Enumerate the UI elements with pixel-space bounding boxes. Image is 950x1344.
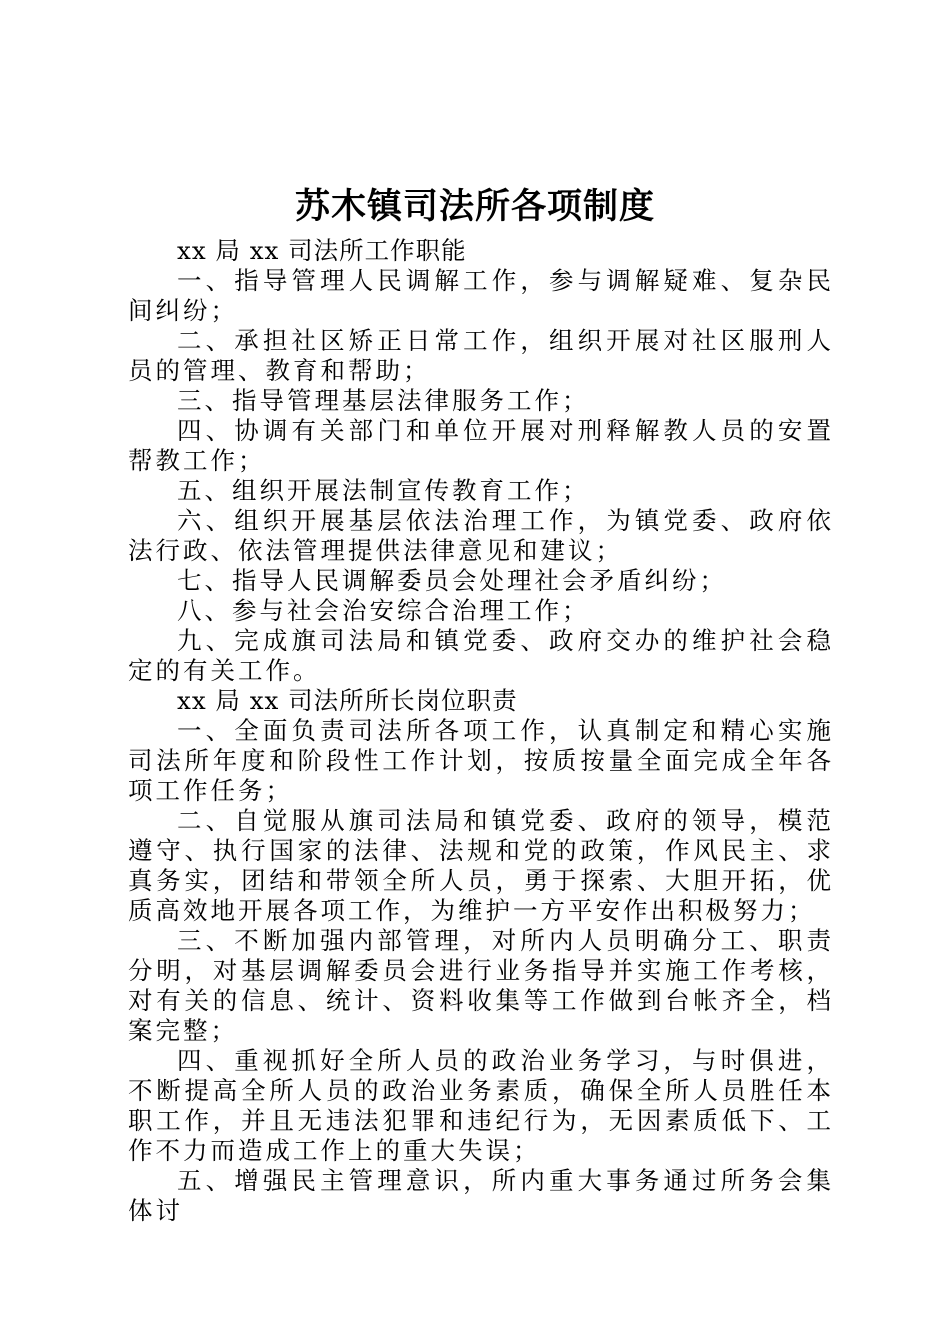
duty-item-7: 七、指导人民调解委员会处理社会矛盾纠纷； [177,566,727,595]
duty-item-3: 三、指导管理基层法律服务工作； [177,386,590,415]
section-heading-duties: xx 局 xx 司法所工作职能 [177,236,467,265]
director-item-3: 三、不断加强内部管理，对所内人员明确分工、职责分明，对基层调解委员会进行业务指导并实施工作考核，对有关的信息、统计、资料收集等工作做到台帐齐全，档案完整； [128,926,834,1045]
document-title: 苏木镇司法所各项制度 [294,186,655,227]
section-heading-director: xx 局 xx 司法所所长岗位职责 [177,686,518,715]
director-item-4: 四、重视抓好全所人员的政治业务学习，与时俱进，不断提高全所人员的政治业务素质，确保全所人员胜任本职工作，并且无违法犯罪和违纪行为，无因素质低下、工作不力而造成工作上的重大失误； [128,1046,834,1165]
duty-item-2: 二、承担社区矫正日常工作，组织开展对社区服刑人员的管理、教育和帮助； [128,326,834,385]
director-item-1: 一、全面负责司法所各项工作，认真制定和精心实施司法所年度和阶段性工作计划，按质按量全面完成全年各项工作任务； [128,716,834,805]
duty-item-5: 五、组织开展法制宣传教育工作； [177,476,590,505]
director-item-5: 五、增强民主管理意识，所内重大事务通过所务会集体讨 [128,1166,834,1225]
duty-item-6: 六、组织开展基层依法治理工作，为镇党委、政府依法行政、依法管理提供法律意见和建议； [128,506,834,565]
document-body [128,236,834,1226]
duty-item-4: 四、协调有关部门和单位开展对刑释解教人员的安置帮教工作； [128,416,834,475]
duty-item-8: 八、参与社会治安综合治理工作； [177,596,590,625]
director-item-2: 二、自觉服从旗司法局和镇党委、政府的领导，模范遵守、执行国家的法律、法规和党的政策，作风民主、求真务实，团结和带领全所人员，勇于探索、大胆开拓，优质高效地开展各项工作，为维护一方平安作出积极努力； [128,806,834,925]
duty-item-1: 一、指导管理人民调解工作，参与调解疑难、复杂民间纠纷； [128,266,834,325]
duty-item-9: 九、完成旗司法局和镇党委、政府交办的维护社会稳定的有关工作。 [128,626,834,685]
